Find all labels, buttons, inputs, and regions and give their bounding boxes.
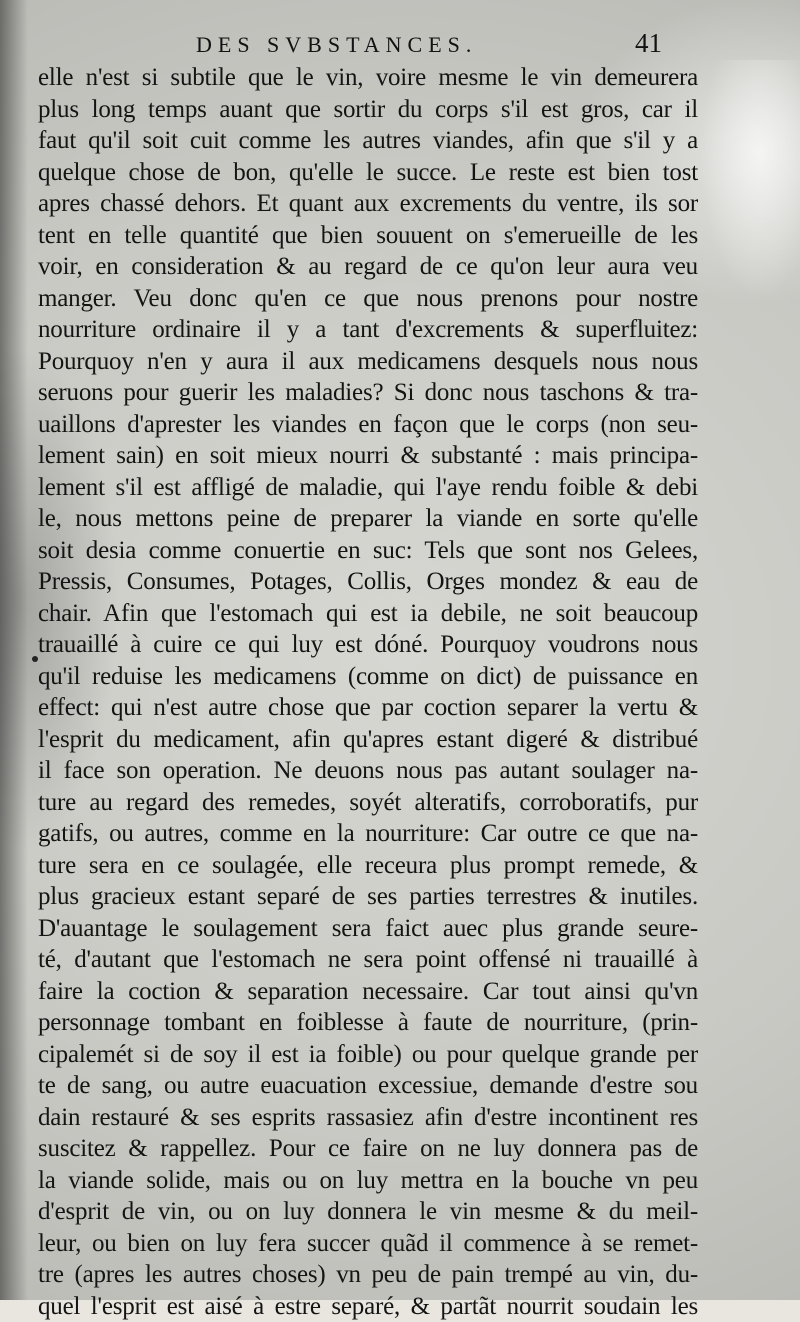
running-head-title: DES SVBSTANCES. <box>196 32 477 58</box>
text-line: voir, en consideration & au regard de ce qu'on leur aura veu <box>38 251 698 283</box>
text-line: seruons pour guerir les maladies? Si donc nous taschons & tra- <box>38 377 698 409</box>
text-line: faut qu'il soit cuit comme les autres viandes, afin que s'il y a <box>38 125 698 157</box>
text-line: plus gracieux estant separé de ses parties terrestres & inutiles. <box>38 881 698 913</box>
text-line: d'esprit de vin, ou on luy donnera le vin mesme & du meil- <box>38 1196 698 1228</box>
running-head <box>0 28 800 62</box>
text-line: nourriture ordinaire il y a tant d'excrements & superfluitez: <box>38 314 698 346</box>
text-line: Pressis, Consumes, Potages, Collis, Orges mondez & eau de <box>38 566 698 598</box>
text-line: Pourquoy n'en y aura il aux medicamens desquels nous nous <box>38 346 698 378</box>
body-text <box>38 62 698 1322</box>
text-line: ture au regard des remedes, soyét alteratifs, corroboratifs, pur <box>38 787 698 819</box>
text-line: te de sang, ou autre euacuation excessiue, demande d'estre sou <box>38 1070 698 1102</box>
text-line: lement s'il est affligé de maladie, qui l'aye rendu foible & debi <box>38 472 698 504</box>
text-line: dain restauré & ses esprits rassasiez afin d'estre incontinent res <box>38 1102 698 1134</box>
text-line: effect: qui n'est autre chose que par coction separer la vertu & <box>38 692 698 724</box>
text-line: suscitez & rappellez. Pour ce faire on ne luy donnera pas de <box>38 1133 698 1165</box>
text-line: ture sera en ce soulagée, elle receura plus prompt remede, & <box>38 850 698 882</box>
paper-stain <box>700 60 800 300</box>
text-line: manger. Veu donc qu'en ce que nous prenons pour nostre <box>38 283 698 315</box>
text-line: tent en telle quantité que bien souuent on s'emerueille de les <box>38 220 698 252</box>
text-line: té, d'autant que l'estomach ne sera point offensé ni trauaillé à <box>38 944 698 976</box>
text-line: tre (apres les autres choses) vn peu de pain trempé au vin, du- <box>38 1259 698 1291</box>
text-line: quelque chose de bon, qu'elle le succe. Le reste est bien tost <box>38 157 698 189</box>
text-line: qu'il reduise les medicamens (comme on dict) de puissance en <box>38 661 698 693</box>
text-line: trauaillé à cuire ce qui luy est dóné. Pourquoy voudrons nous <box>38 629 698 661</box>
text-line: gatifs, ou autres, comme en la nourriture: Car outre ce que na- <box>38 818 698 850</box>
text-line: elle n'est si subtile que le vin, voire mesme le vin demeurera <box>38 62 698 94</box>
text-line: apres chassé dehors. Et quant aux excrements du ventre, ils sor <box>38 188 698 220</box>
text-line: lement sain) en soit mieux nourri & substanté : mais principa- <box>38 440 698 472</box>
text-line: cipalemét si de soy il est ia foible) ou pour quelque grande per <box>38 1039 698 1071</box>
page-number: 41 <box>635 28 662 59</box>
text-line: plus long temps auant que sortir du corps s'il est gros, car il <box>38 94 698 126</box>
text-line: personnage tombant en foiblesse à faute de nourriture, (prin- <box>38 1007 698 1039</box>
text-line: la viande solide, mais ou on luy mettra en la bouche vn peu <box>38 1165 698 1197</box>
text-line: quel l'esprit est aisé à estre separé, & partãt nourrit soudain les <box>38 1291 698 1322</box>
text-line: soit desia comme conuertie en suc: Tels que sont nos Gelees, <box>38 535 698 567</box>
text-line: chair. Afin que l'estomach qui est ia debile, ne soit beaucoup <box>38 598 698 630</box>
text-line: il face son operation. Ne deuons nous pas autant soulager na- <box>38 755 698 787</box>
text-line: le, nous mettons peine de preparer la viande en sorte qu'elle <box>38 503 698 535</box>
gutter-shadow <box>0 0 28 1300</box>
text-line: D'auantage le soulagement sera faict auec plus grande seure- <box>38 913 698 945</box>
text-line: l'esprit du medicament, afin qu'apres estant digeré & distribué <box>38 724 698 756</box>
text-line: faire la coction & separation necessaire. Car tout ainsi qu'vn <box>38 976 698 1008</box>
text-line: uaillons d'aprester les viandes en façon que le corps (non seu- <box>38 409 698 441</box>
text-line: leur, ou bien on luy fera succer quãd il commence à se remet- <box>38 1228 698 1260</box>
